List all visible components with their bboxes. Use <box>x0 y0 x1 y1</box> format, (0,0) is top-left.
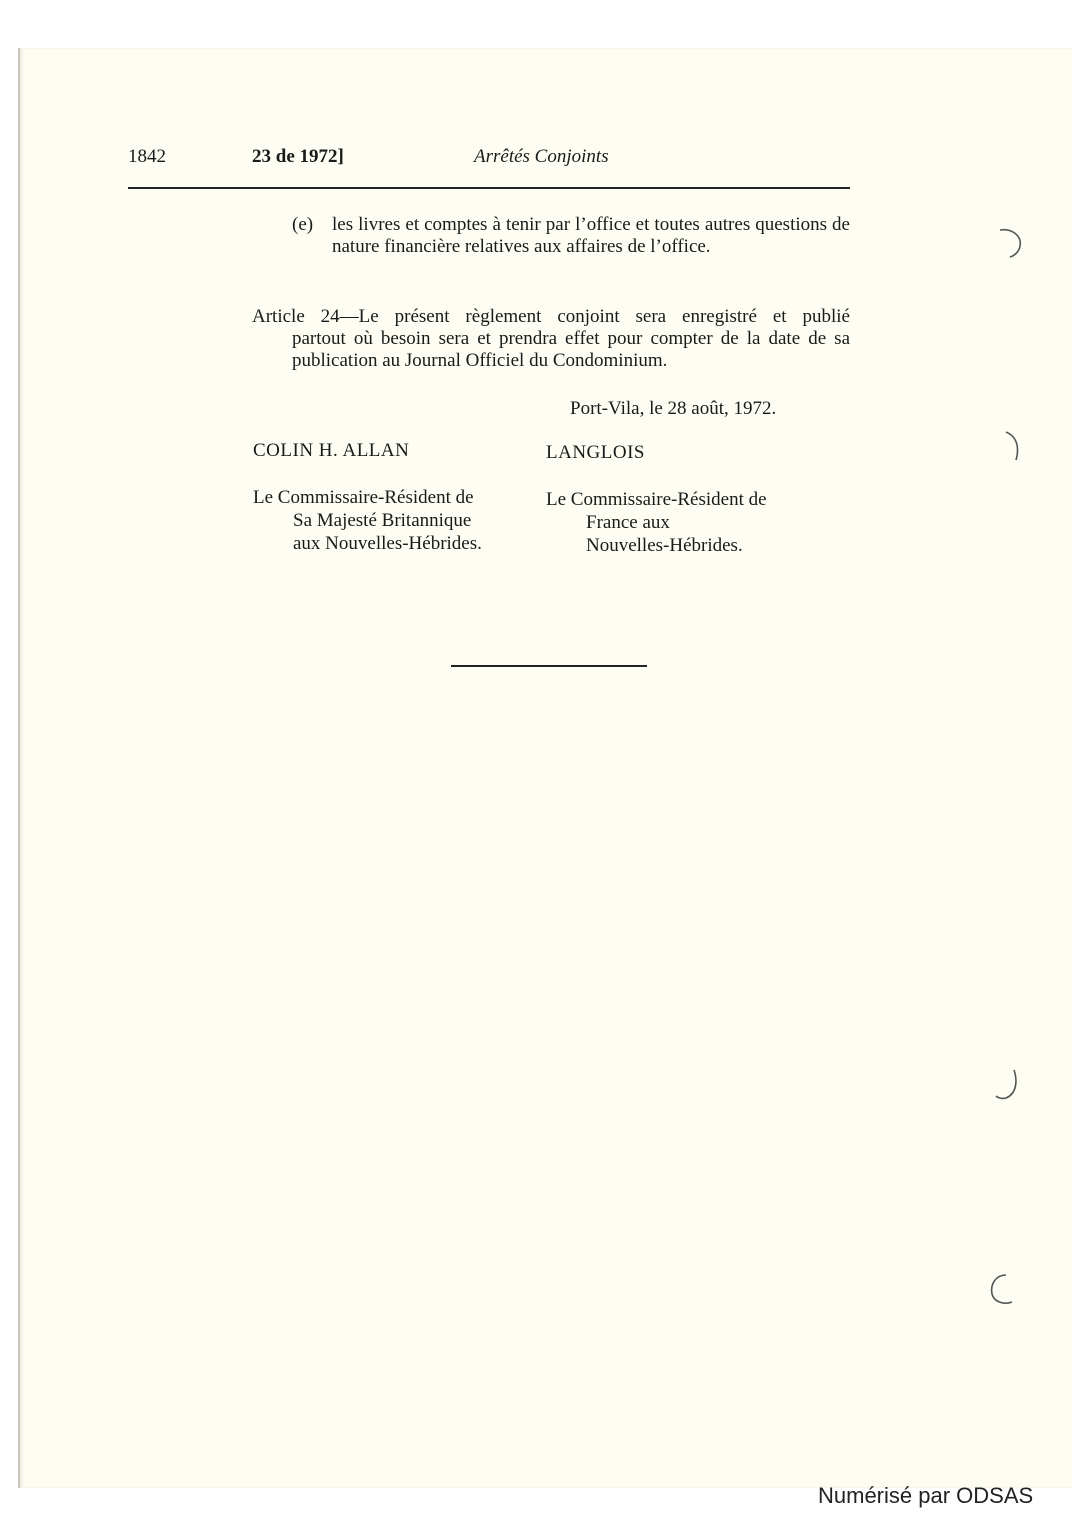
header-section-title: Arrêtés Conjoints <box>474 146 609 167</box>
signatory-left-title-line3: aux Nouvelles-Hébrides. <box>293 533 482 554</box>
signatory-left-title-line1: Le Commissaire-Résident de <box>253 487 474 508</box>
header-reference: 23 de 1972] <box>252 146 344 167</box>
article-24-continuation: partout où besoin sera et prendra effet pour compter de la date de sa publication au Journal Officiel du Condominium. <box>292 328 850 371</box>
digitization-credit: Numérisé par ODSAS <box>818 1483 1034 1508</box>
signatory-right-title-line2: France aux <box>586 512 670 533</box>
end-rule <box>451 665 647 667</box>
signatory-left-title <box>253 486 482 555</box>
signatory-right-title <box>546 488 767 557</box>
signatory-right-title-line3: Nouvelles-Hébrides. <box>586 535 743 556</box>
item-e-text: les livres et comptes à tenir par l’office et toutes autres questions de nature financière relatives aux affaires de l’office. <box>332 214 850 257</box>
article-24 <box>252 306 850 372</box>
signatory-right-name: LANGLOIS <box>546 442 645 463</box>
article-24-first-line: Article 24—Le présent règlement conjoint sera enregistré et publié <box>252 306 850 327</box>
binder-hole-icon <box>992 226 1022 260</box>
binder-hole-icon <box>988 1272 1018 1306</box>
header-rule <box>128 187 850 189</box>
binder-hole-icon <box>996 430 1026 464</box>
signatory-right-title-line1: Le Commissaire-Résident de <box>546 489 767 510</box>
binder-hole-icon <box>992 1068 1022 1102</box>
signatory-left-name: COLIN H. ALLAN <box>253 440 410 461</box>
item-e-label: (e) <box>292 214 314 235</box>
place-date: Port-Vila, le 28 août, 1972. <box>570 398 777 419</box>
document-page <box>18 48 1072 1488</box>
page-number: 1842 <box>128 146 166 167</box>
signatory-left-title-line2: Sa Majesté Britannique <box>293 510 472 531</box>
